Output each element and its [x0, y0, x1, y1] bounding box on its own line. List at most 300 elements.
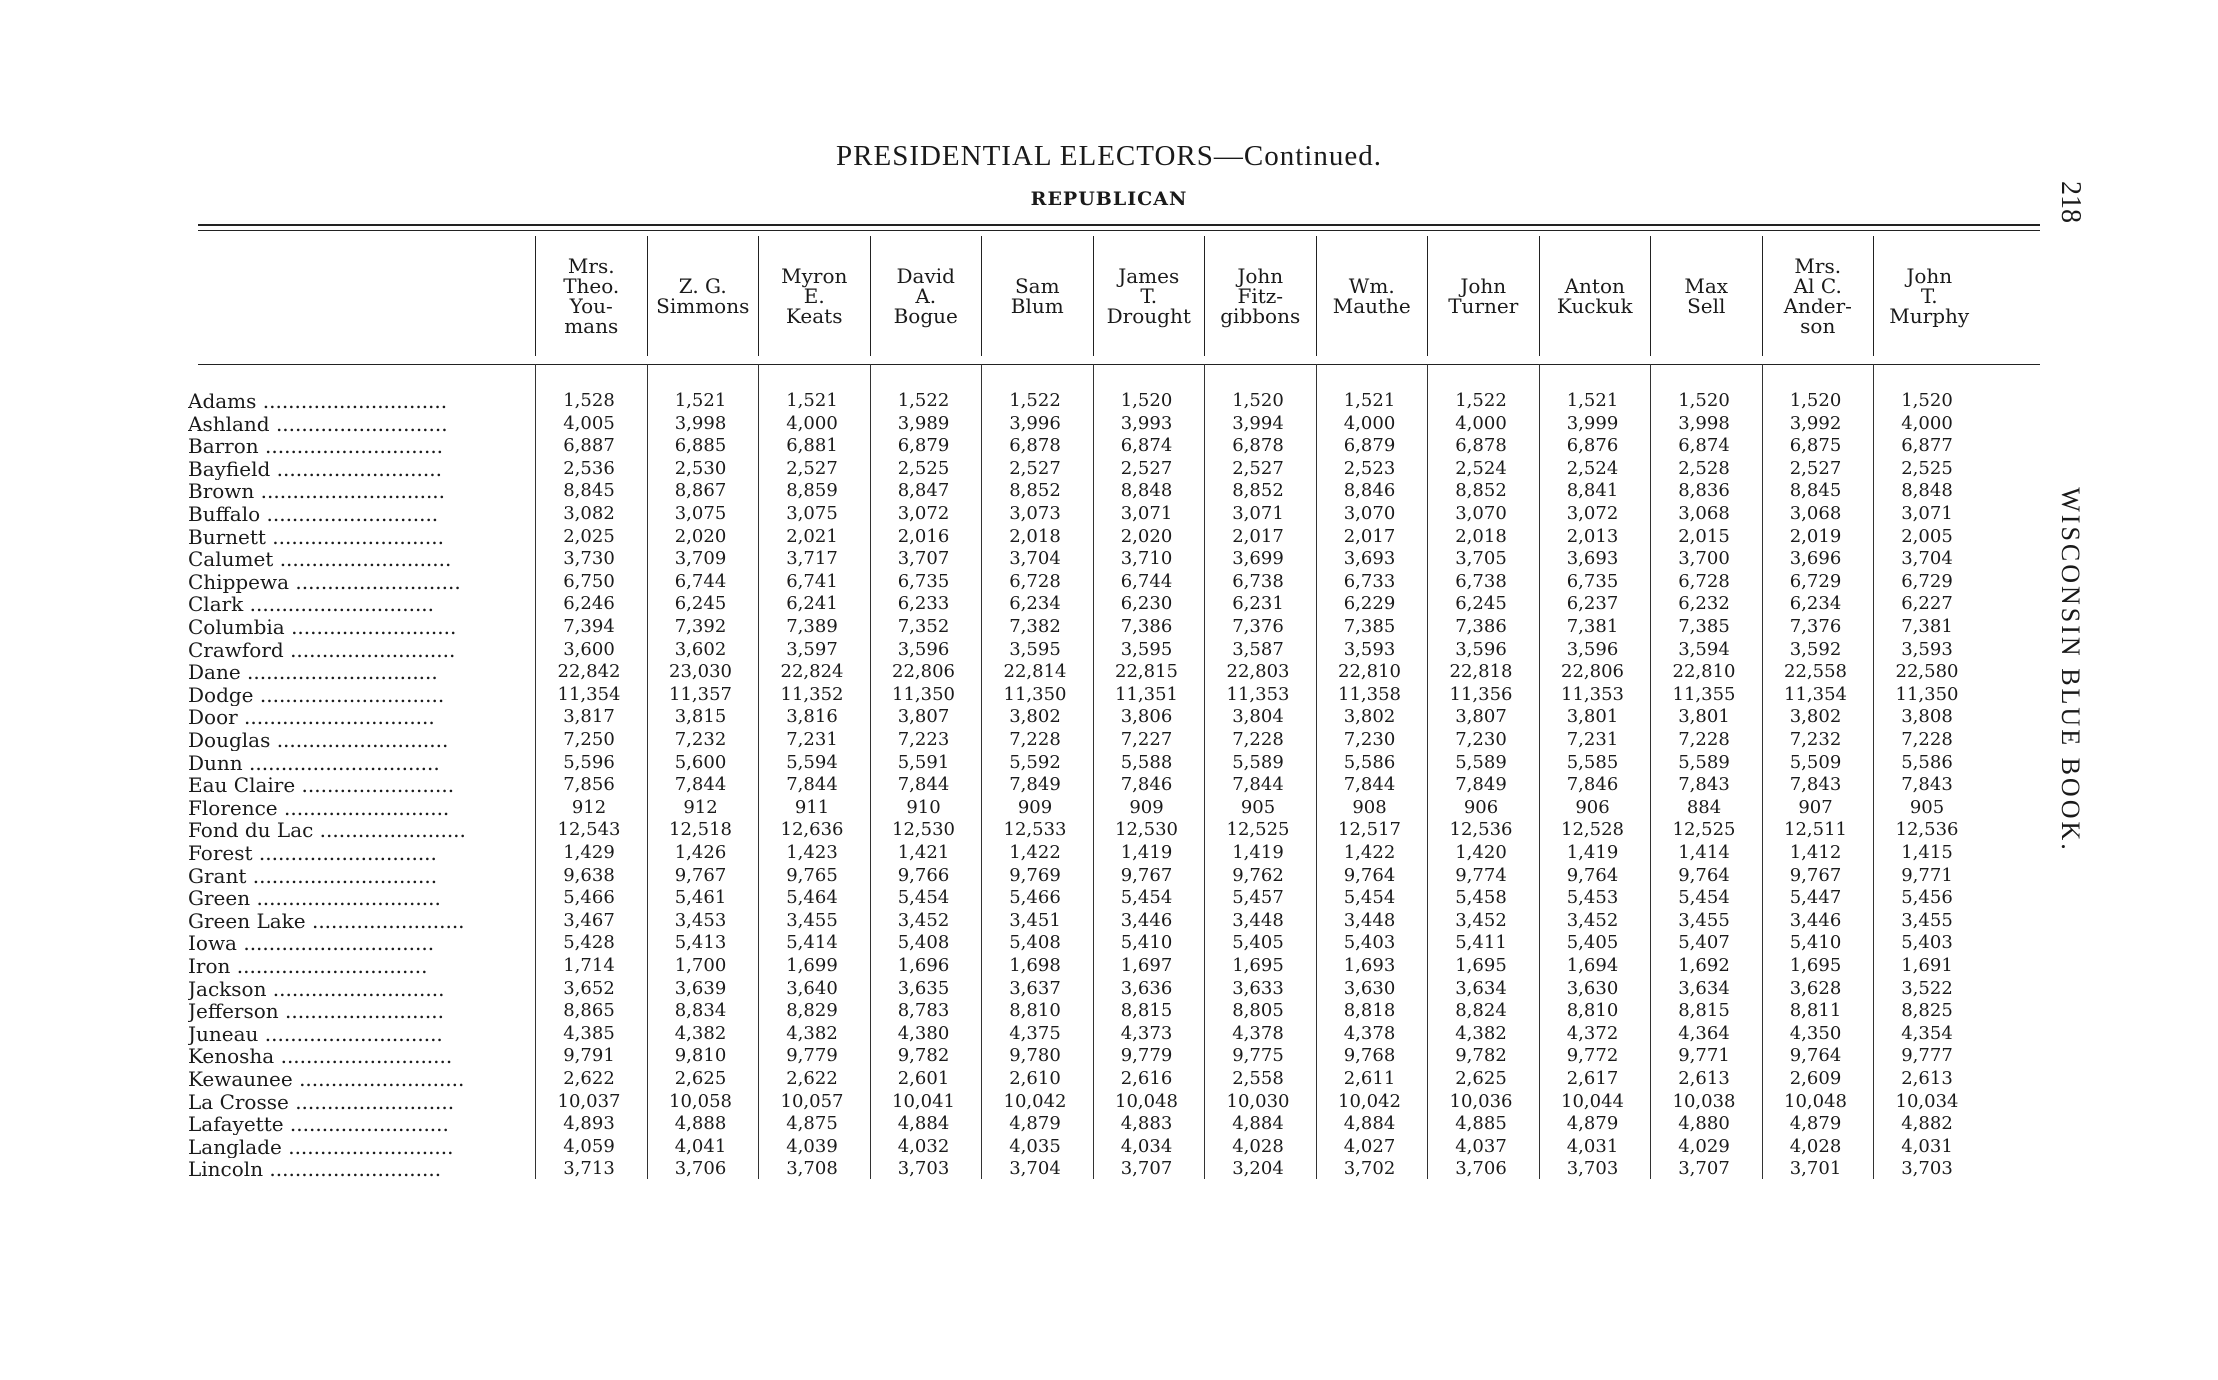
vote-count: 3,730 [563, 548, 615, 570]
vote-count: 7,352 [897, 616, 950, 637]
column-header: David A. Bogue [870, 236, 982, 356]
vote-count: 8,783 [897, 1000, 950, 1022]
vote-count: 1,422 [1343, 842, 1396, 863]
vote-count: 4,000 [786, 412, 838, 434]
county-name: Iron .............................. [188, 955, 428, 977]
vote-count: 911 [794, 796, 830, 818]
vote-count: 2,020 [1120, 525, 1173, 547]
vote-count: 7,389 [786, 616, 838, 637]
vote-count: 8,811 [1789, 1000, 1842, 1022]
column-divider [535, 364, 536, 1179]
vote-count: 6,241 [786, 593, 838, 615]
vote-count: 4,031 [1566, 1135, 1619, 1157]
vote-count: 4,380 [897, 1022, 950, 1044]
vote-count: 8,852 [1009, 480, 1061, 502]
vote-count: 5,589 [1678, 751, 1730, 773]
vote-count: 4,373 [1120, 1022, 1173, 1044]
vote-count: 905 [1909, 796, 1945, 818]
vote-count: 5,405 [1232, 932, 1284, 954]
county-name: Burnett ........................... [188, 525, 444, 548]
county-name: Florence .......................... [188, 796, 450, 819]
vote-count: 2,017 [1232, 525, 1284, 547]
column-header: John T. Murphy [1873, 236, 1985, 356]
vote-count: 1,521 [674, 390, 727, 411]
vote-count: 1,420 [1455, 842, 1507, 863]
vote-count: 1,522 [897, 390, 950, 411]
vote-count: 3,071 [1120, 503, 1173, 524]
vote-count: 8,841 [1566, 480, 1619, 502]
county-name: Kewaunee .......................... [188, 1068, 465, 1090]
vote-count: 9,791 [563, 1045, 615, 1067]
vote-count: 22,806 [892, 661, 955, 683]
column-header: Mrs. Al C. Ander- son [1762, 236, 1874, 356]
vote-count: 11,356 [1449, 683, 1513, 705]
vote-count: 5,410 [1789, 932, 1842, 954]
vote-count: 6,729 [1789, 570, 1842, 592]
vote-count: 7,844 [1343, 774, 1396, 796]
vote-count: 22,558 [1784, 661, 1847, 683]
vote-count: 4,029 [1678, 1135, 1730, 1157]
vote-count: 2,523 [1343, 457, 1396, 479]
vote-count: 7,381 [1901, 616, 1953, 637]
vote-count: 8,829 [786, 1000, 838, 1022]
vote-count: 4,893 [563, 1113, 615, 1135]
county-name: Green Lake ........................ [188, 909, 465, 932]
vote-count: 22,580 [1895, 661, 1959, 683]
vote-count: 3,802 [1789, 706, 1842, 728]
vote-count: 8,859 [786, 480, 838, 502]
vote-count: 7,844 [897, 774, 950, 796]
county-name: Fond du Lac ....................... [188, 819, 466, 842]
vote-count: 8,852 [1232, 480, 1284, 502]
vote-count: 4,378 [1343, 1022, 1396, 1044]
vote-count: 4,039 [786, 1135, 838, 1157]
vote-count: 2,616 [1120, 1068, 1173, 1089]
vote-count: 5,414 [786, 932, 838, 954]
vote-count: 5,466 [563, 887, 615, 909]
vote-count: 4,882 [1901, 1113, 1953, 1135]
vote-count: 5,466 [1009, 887, 1061, 909]
vote-count: 7,376 [1789, 616, 1842, 637]
vote-count: 3,630 [1566, 977, 1619, 999]
vote-count: 3,068 [1789, 503, 1842, 524]
vote-count: 9,775 [1232, 1045, 1284, 1067]
vote-count: 9,777 [1901, 1045, 1953, 1067]
vote-count: 3,600 [563, 638, 615, 660]
vote-count: 3,522 [1901, 977, 1953, 999]
vote-count: 908 [1352, 796, 1387, 818]
vote-count: 3,630 [1343, 977, 1396, 999]
vote-count: 5,447 [1789, 887, 1842, 909]
header-rule-top [198, 224, 2040, 226]
vote-count: 5,454 [1343, 887, 1396, 909]
vote-count: 9,768 [1343, 1045, 1396, 1067]
vote-count: 9,767 [1120, 864, 1173, 886]
page-number: 218 [2055, 181, 2086, 223]
vote-count: 1,521 [1566, 390, 1619, 411]
vote-count: 3,816 [786, 706, 838, 728]
vote-count: 8,847 [897, 480, 950, 502]
vote-count: 9,810 [674, 1045, 727, 1067]
vote-count: 7,230 [1343, 729, 1396, 750]
vote-count: 7,846 [1566, 774, 1619, 796]
county-name: Adams ............................. [188, 390, 448, 412]
vote-count: 6,878 [1009, 435, 1061, 457]
vote-count: 3,808 [1901, 706, 1953, 728]
vote-count: 12,525 [1672, 819, 1736, 841]
vote-count: 2,530 [674, 457, 727, 479]
column-divider [1873, 364, 1874, 1179]
vote-count: 1,522 [1009, 390, 1061, 411]
vote-count: 8,867 [674, 480, 727, 502]
vote-count: 1,521 [1343, 390, 1396, 411]
vote-count: 4,884 [1232, 1113, 1284, 1135]
column-divider [1204, 364, 1205, 1179]
vote-count: 7,228 [1678, 729, 1730, 750]
vote-count: 6,874 [1678, 435, 1730, 457]
vote-count: 3,701 [1789, 1158, 1842, 1180]
vote-count: 7,849 [1009, 774, 1061, 796]
vote-count: 5,408 [1009, 932, 1061, 954]
vote-count: 1,426 [674, 842, 727, 863]
vote-count: 3,452 [1566, 909, 1619, 931]
vote-count: 905 [1240, 796, 1276, 818]
vote-count: 4,375 [1009, 1022, 1061, 1044]
column-divider [1650, 364, 1651, 1179]
vote-count: 3,703 [1901, 1158, 1953, 1180]
vote-count: 5,458 [1455, 887, 1507, 909]
vote-count: 5,403 [1343, 932, 1396, 954]
column-header: Mrs. Theo. You- mans [535, 236, 647, 356]
vote-count: 3,596 [897, 638, 950, 660]
vote-count: 8,845 [1789, 480, 1842, 502]
vote-count: 3,696 [1789, 548, 1842, 570]
vote-count: 8,824 [1455, 1000, 1507, 1022]
vote-count: 2,020 [674, 525, 727, 547]
vote-count: 1,414 [1678, 842, 1730, 863]
vote-count: 4,041 [674, 1135, 727, 1157]
vote-count: 3,807 [1455, 706, 1507, 728]
vote-count: 7,385 [1678, 616, 1730, 637]
vote-count: 5,585 [1566, 751, 1619, 773]
vote-count: 5,589 [1455, 751, 1507, 773]
vote-count: 5,405 [1566, 932, 1619, 954]
vote-count: 7,228 [1901, 729, 1953, 750]
column-header: Wm. Mauthe [1316, 236, 1428, 356]
vote-count: 12,636 [780, 819, 844, 841]
vote-count: 6,232 [1678, 593, 1730, 615]
vote-count: 7,843 [1678, 774, 1730, 796]
vote-count: 8,818 [1343, 1000, 1396, 1022]
vote-count: 10,042 [1338, 1090, 1401, 1112]
vote-count: 5,457 [1232, 887, 1284, 909]
county-name: Calumet ........................... [188, 548, 452, 571]
county-name: Brown ............................. [188, 480, 446, 503]
vote-count: 9,771 [1678, 1045, 1730, 1067]
vote-count: 5,591 [897, 751, 950, 773]
vote-count: 3,636 [1120, 977, 1173, 999]
vote-count: 4,884 [1343, 1113, 1396, 1135]
vote-count: 9,764 [1789, 1045, 1842, 1067]
vote-count: 3,073 [1009, 503, 1061, 524]
vote-count: 9,771 [1901, 864, 1953, 886]
vote-count: 4,059 [563, 1135, 615, 1157]
vote-count: 22,815 [1115, 661, 1178, 683]
vote-count: 2,019 [1789, 525, 1842, 547]
vote-count: 3,704 [1009, 548, 1061, 570]
vote-count: 6,750 [563, 570, 615, 592]
vote-count: 3,637 [1009, 977, 1061, 999]
vote-count: 8,825 [1901, 1000, 1953, 1022]
vote-count: 4,879 [1789, 1113, 1842, 1135]
vote-count: 3,596 [1566, 638, 1619, 660]
vote-count: 3,700 [1678, 548, 1730, 570]
vote-count: 2,525 [897, 457, 950, 479]
vote-count: 7,385 [1343, 616, 1396, 637]
vote-count: 2,527 [1120, 457, 1173, 479]
county-name: Forest ............................ [188, 842, 437, 864]
vote-count: 2,015 [1678, 525, 1730, 547]
vote-count: 10,036 [1449, 1090, 1513, 1112]
vote-count: 9,774 [1455, 864, 1507, 886]
running-title: WISCONSIN BLUE BOOK. [2056, 487, 2085, 853]
vote-count: 6,879 [897, 435, 950, 457]
vote-count: 2,609 [1789, 1068, 1842, 1089]
vote-count: 5,600 [674, 751, 727, 773]
vote-count: 8,815 [1120, 1000, 1173, 1022]
vote-count: 7,223 [897, 729, 950, 750]
vote-count: 3,628 [1789, 977, 1842, 999]
vote-count: 6,738 [1232, 570, 1284, 592]
vote-count: 3,802 [1009, 706, 1061, 728]
vote-count: 6,875 [1789, 435, 1842, 457]
vote-count: 3,593 [1343, 638, 1396, 660]
vote-count: 6,233 [897, 593, 950, 615]
vote-count: 2,622 [786, 1068, 838, 1089]
vote-count: 1,700 [674, 955, 727, 976]
county-name: Barron ............................ [188, 435, 444, 458]
vote-count: 2,018 [1455, 525, 1507, 547]
vote-count: 9,769 [1009, 864, 1061, 886]
vote-count: 22,814 [1003, 661, 1067, 683]
vote-count: 12,517 [1338, 819, 1401, 841]
vote-count: 4,032 [897, 1135, 950, 1157]
vote-count: 909 [1129, 796, 1164, 818]
vote-count: 3,706 [1455, 1158, 1507, 1180]
column-divider [1316, 364, 1317, 1179]
vote-count: 6,733 [1343, 570, 1396, 592]
vote-count: 3,705 [1455, 548, 1507, 570]
vote-count: 22,824 [780, 661, 844, 683]
vote-count: 1,412 [1789, 842, 1842, 863]
vote-count: 4,382 [1455, 1022, 1507, 1044]
vote-count: 4,027 [1343, 1135, 1396, 1157]
vote-count: 6,738 [1455, 570, 1507, 592]
vote-count: 3,693 [1566, 548, 1619, 570]
vote-count: 3,072 [1566, 503, 1619, 524]
vote-count: 6,728 [1678, 570, 1730, 592]
vote-count: 1,419 [1566, 842, 1619, 863]
vote-count: 2,021 [786, 525, 838, 547]
party-subtitle: REPUBLICAN [1030, 188, 1188, 210]
vote-count: 1,528 [563, 390, 615, 411]
column-header: James T. Drought [1093, 236, 1205, 356]
county-name: Crawford .......................... [188, 638, 456, 661]
vote-count: 1,422 [1009, 842, 1061, 863]
vote-count: 3,448 [1343, 909, 1396, 931]
vote-count: 4,378 [1232, 1022, 1284, 1044]
vote-count: 1,520 [1232, 390, 1284, 411]
vote-count: 10,030 [1226, 1090, 1290, 1112]
vote-count: 11,358 [1338, 683, 1401, 705]
vote-count: 4,028 [1789, 1135, 1842, 1157]
vote-count: 1,423 [786, 842, 838, 863]
vote-count: 2,524 [1455, 457, 1507, 479]
vote-count: 1,522 [1455, 390, 1507, 411]
vote-count: 10,058 [669, 1090, 732, 1112]
vote-count: 3,072 [897, 503, 950, 524]
vote-count: 4,385 [563, 1022, 615, 1044]
vote-count: 3,075 [674, 503, 727, 524]
vote-count: 3,595 [1009, 638, 1061, 660]
vote-count: 2,018 [1009, 525, 1061, 547]
vote-count: 5,586 [1901, 751, 1953, 773]
vote-count: 6,878 [1455, 435, 1507, 457]
vote-count: 4,000 [1343, 412, 1396, 434]
vote-count: 1,691 [1901, 955, 1953, 976]
vote-count: 11,353 [1561, 683, 1624, 705]
vote-count: 1,699 [786, 955, 838, 976]
vote-count: 6,885 [674, 435, 727, 457]
county-name: Kenosha ........................... [188, 1045, 453, 1068]
vote-count: 3,068 [1678, 503, 1730, 524]
vote-count: 3,703 [1566, 1158, 1619, 1180]
vote-count: 11,350 [1895, 683, 1959, 705]
vote-count: 6,874 [1120, 435, 1173, 457]
vote-count: 906 [1575, 796, 1610, 818]
vote-count: 12,536 [1895, 819, 1959, 841]
vote-count: 4,364 [1678, 1022, 1730, 1044]
vote-count: 2,622 [563, 1068, 615, 1089]
vote-count: 3,707 [1678, 1158, 1730, 1180]
county-name: Green ............................. [188, 887, 441, 910]
header-rule-bottom [198, 364, 2040, 365]
vote-count: 9,766 [897, 864, 950, 886]
vote-count: 8,815 [1678, 1000, 1730, 1022]
vote-count: 12,525 [1226, 819, 1290, 841]
vote-count: 5,454 [1678, 887, 1730, 909]
vote-count: 3,634 [1678, 977, 1730, 999]
vote-count: 3,815 [674, 706, 727, 728]
vote-count: 6,237 [1566, 593, 1619, 615]
vote-count: 910 [906, 796, 941, 818]
vote-count: 1,421 [897, 842, 950, 863]
county-name: Juneau ............................ [188, 1022, 443, 1045]
vote-count: 3,998 [1678, 412, 1730, 434]
vote-count: 2,524 [1566, 457, 1619, 479]
vote-count: 3,455 [1901, 909, 1953, 931]
county-name: Dane .............................. [188, 661, 438, 684]
vote-count: 2,025 [563, 525, 615, 547]
vote-count: 5,454 [897, 887, 950, 909]
county-name: Grant ............................. [188, 864, 438, 887]
vote-count: 6,227 [1901, 593, 1953, 615]
vote-count: 2,601 [897, 1068, 950, 1089]
vote-count: 2,527 [1232, 457, 1284, 479]
vote-count: 5,411 [1455, 932, 1507, 954]
vote-count: 8,845 [563, 480, 615, 502]
vote-count: 1,429 [563, 842, 615, 863]
vote-count: 7,376 [1232, 616, 1284, 637]
vote-count: 12,536 [1449, 819, 1513, 841]
vote-count: 1,694 [1566, 955, 1619, 976]
vote-count: 6,877 [1901, 435, 1953, 457]
vote-count: 10,034 [1895, 1090, 1959, 1112]
vote-count: 884 [1686, 796, 1722, 818]
vote-count: 7,386 [1120, 616, 1173, 637]
county-name: Ashland ........................... [188, 412, 448, 435]
vote-count: 3,801 [1678, 706, 1730, 728]
vote-count: 22,810 [1672, 661, 1736, 683]
vote-count: 5,594 [786, 751, 838, 773]
vote-count: 10,048 [1784, 1090, 1847, 1112]
vote-count: 3,707 [1120, 1158, 1173, 1180]
vote-count: 4,028 [1232, 1135, 1284, 1157]
vote-count: 7,843 [1901, 774, 1953, 796]
vote-count: 11,353 [1226, 683, 1290, 705]
vote-count: 5,408 [897, 932, 950, 954]
vote-count: 5,509 [1789, 751, 1842, 773]
vote-count: 2,005 [1901, 525, 1953, 547]
vote-count: 3,999 [1566, 412, 1619, 434]
vote-count: 1,521 [786, 390, 838, 411]
vote-count: 5,589 [1232, 751, 1284, 773]
vote-count: 3,806 [1120, 706, 1173, 728]
vote-count: 1,692 [1678, 955, 1730, 976]
vote-count: 3,070 [1455, 503, 1507, 524]
vote-count: 3,640 [786, 977, 838, 999]
vote-count: 5,586 [1343, 751, 1396, 773]
vote-count: 9,765 [786, 864, 838, 886]
vote-count: 4,875 [786, 1113, 838, 1135]
vote-count: 7,856 [563, 774, 615, 796]
header-rule-top-thin [198, 230, 2040, 231]
vote-count: 6,735 [1566, 570, 1619, 592]
vote-count: 11,354 [557, 683, 621, 705]
vote-count: 10,037 [557, 1090, 621, 1112]
vote-count: 2,536 [563, 457, 615, 479]
vote-count: 4,372 [1566, 1022, 1619, 1044]
vote-count: 7,849 [1455, 774, 1507, 796]
vote-count: 9,764 [1566, 864, 1619, 886]
vote-count: 6,245 [1455, 593, 1507, 615]
vote-count: 3,455 [1678, 909, 1730, 931]
vote-count: 10,044 [1561, 1090, 1624, 1112]
vote-count: 3,587 [1232, 638, 1284, 660]
county-name: Douglas ........................... [188, 729, 449, 751]
vote-count: 6,231 [1232, 593, 1284, 615]
vote-count: 6,229 [1343, 593, 1396, 615]
vote-count: 3,634 [1455, 977, 1507, 999]
vote-count: 8,848 [1120, 480, 1173, 502]
vote-count: 6,878 [1232, 435, 1284, 457]
vote-count: 4,879 [1009, 1113, 1061, 1135]
column-header: John Fitz- gibbons [1204, 236, 1316, 356]
vote-count: 9,779 [1120, 1045, 1173, 1067]
vote-count: 4,005 [563, 412, 615, 434]
vote-count: 4,350 [1789, 1022, 1842, 1044]
vote-count: 4,382 [674, 1022, 727, 1044]
